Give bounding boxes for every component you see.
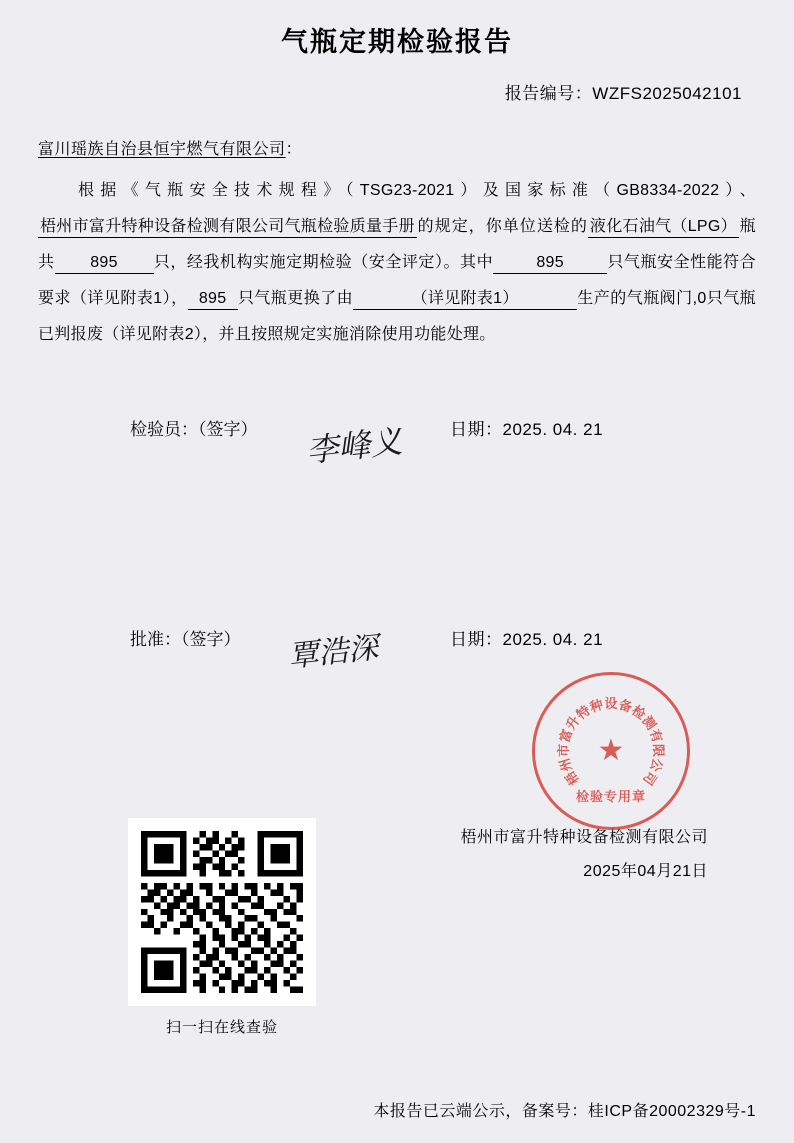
- addressee-line: [38, 136, 756, 159]
- seal-arc-text: 梧 州 市 富 升 特 种 设 备 检 测 有 限 公 司: [555, 696, 667, 788]
- qr-code-image[interactable]: [128, 818, 316, 1006]
- report-number-label: 报告编号：: [504, 84, 593, 103]
- body-part-3: 瓶共: [38, 218, 756, 271]
- body-part-5: 只气瓶安全性能符合要求（详见附表1），: [38, 254, 756, 307]
- valve-count-field: 895: [188, 289, 238, 310]
- body-paragraph: [38, 173, 756, 353]
- footer-note: 本报告已云端公示，备案号：桂ICP备20002329号-1: [373, 1103, 756, 1120]
- body-part-4: 只，经我机构实施定期检验（安全评定）。其中: [153, 254, 494, 271]
- scrapped-count-field: 0: [697, 290, 707, 307]
- report-number-value: WZFS2025042101: [592, 84, 742, 103]
- addressee-name: 富川瑶族自治县恒宇燃气有限公司: [38, 141, 286, 158]
- issuer-block: [460, 821, 708, 889]
- approver-signature: 覃浩深: [286, 630, 380, 675]
- approver-date-value: 2025. 04. 21: [502, 630, 604, 649]
- quality-manual-field: 梧州市富升特种设备检测有限公司气瓶检验质量手册: [38, 217, 417, 238]
- total-count-field: 895: [55, 253, 154, 274]
- seal-bottom-text: 检验专用章: [575, 789, 646, 804]
- inspector-signature-block: [38, 415, 756, 535]
- inspector-date-value: 2025. 04. 21: [502, 420, 604, 439]
- inspector-label: 检验员：（签字）: [130, 420, 258, 439]
- body-part-1: 根据《气瓶安全技术规程》（TSG23-2021）及国家标准（GB8334-2022）、: [72, 182, 756, 199]
- qr-code-block: [128, 818, 316, 1037]
- body-part-6: 只气瓶更换了由: [237, 290, 354, 307]
- report-number-line: [38, 79, 756, 104]
- page-title: 气瓶定期检验报告: [281, 27, 513, 58]
- approver-date-label: 日期：: [450, 630, 503, 649]
- body-part-2: 的规定，你单位送检的: [416, 218, 588, 235]
- issuer-company: 梧州市富升特种设备检测有限公司: [460, 829, 708, 846]
- addressee-suffix: ：: [285, 141, 303, 158]
- body-part-8: 只气瓶已判报废（详见附表2），并且按照规定实施消除使用功能处理。: [38, 290, 756, 343]
- gas-type-field: 液化石油气（LPG）: [588, 217, 739, 238]
- inspector-date-label: 日期：: [450, 420, 503, 439]
- issuer-date: 2025年04月21日: [583, 863, 708, 880]
- seal-star-icon: ★: [597, 734, 625, 767]
- report-page: [0, 20, 794, 1143]
- valve-maker-field: （详见附表1）: [353, 289, 577, 310]
- inspector-date: [450, 415, 603, 440]
- qr-caption: 扫一扫在线查验: [165, 1019, 278, 1036]
- approver-date: [450, 625, 603, 650]
- qr-code-svg: [128, 818, 316, 1006]
- qualified-count-field: 895: [493, 253, 607, 274]
- inspector-signature: 李峰义: [304, 422, 404, 470]
- body-part-7: 生产的气瓶阀门,: [577, 290, 698, 307]
- approver-label: 批准：（签字）: [130, 630, 241, 649]
